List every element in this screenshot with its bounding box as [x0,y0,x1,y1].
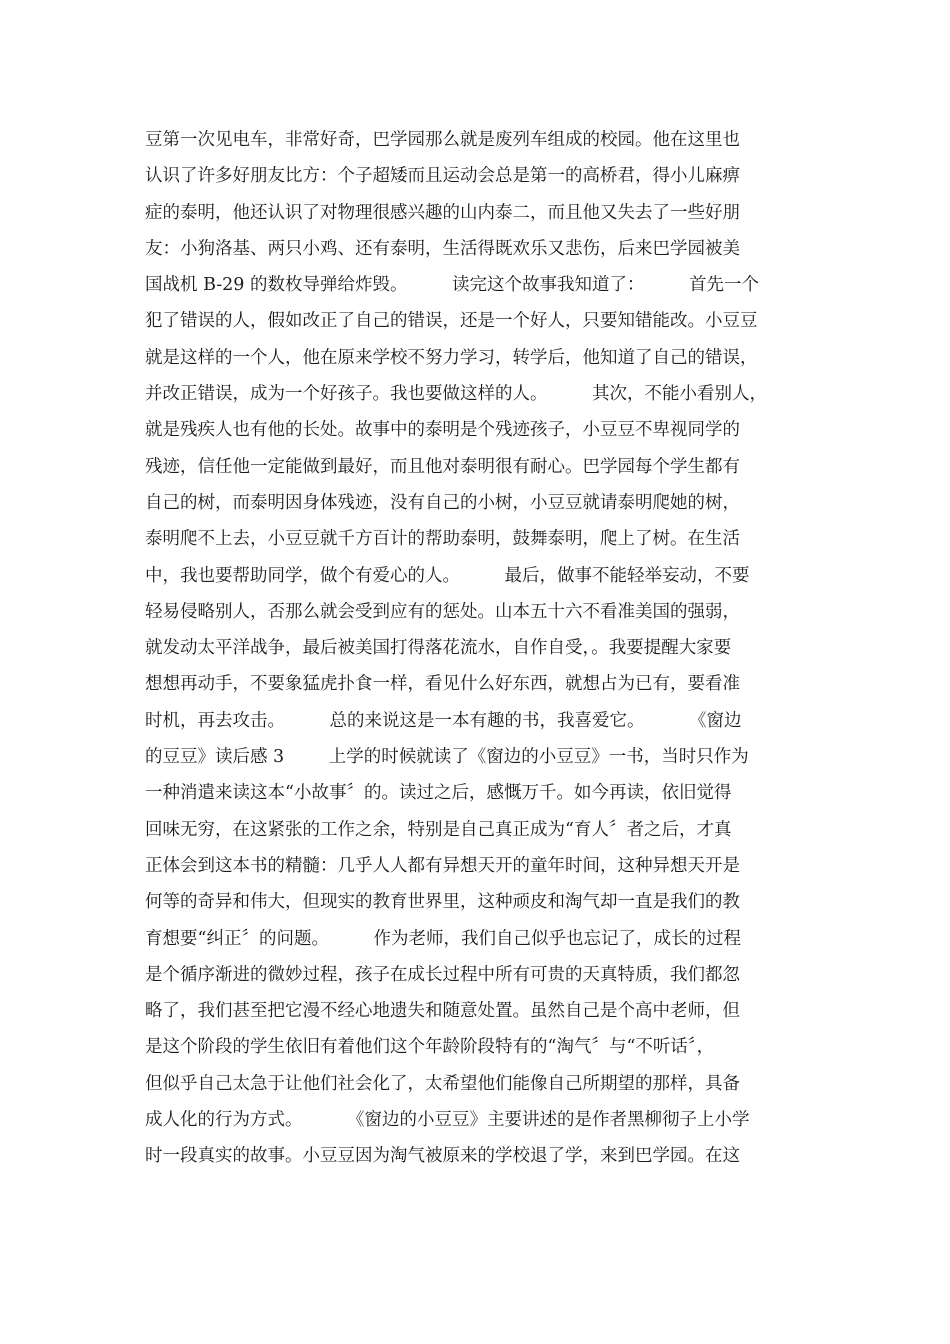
text-line: 就发动太平洋战争，最后被美国打得落花流水，自作自受，。我要提醒大家要 [145,638,732,659]
text-line: 正体会到这本书的精髓：几乎人人都有异想天开的童年时间，这种异想天开是 [145,855,740,876]
text-line: 一种消遣来读这本“小故事〞的。读过之后，感慨万千。如今再读，依旧觉得 [145,783,732,804]
text-line: 时一段真实的故事。小豆豆因为淘气被原来的学校退了学，来到巴学园。在这 [145,1146,740,1167]
text-line: 就是残疾人也有他的长处。故事中的泰明是个残迹孩子，小豆豆不卑视同学的 [145,420,740,441]
text-line: 是这个阶段的学生依旧有着他们这个年龄阶段特有的“淘气〞与“不听话〞， [145,1037,715,1058]
text-line: 就是这样的一个人，他在原来学校不努力学习，转学后，他知道了自己的错误， [145,347,758,368]
text-line: 自己的树，而泰明因身体残迹，没有自己的小树，小豆豆就请泰明爬她的树， [145,492,740,513]
text-line: 育想要“纠正〞的问题。 作为老师，我们自己似乎也忘记了，成长的过程 [145,928,741,949]
text-line: 何等的奇异和伟大，但现实的教育世界里，这种顽皮和淘气却一直是我们的教 [145,892,740,913]
text-line: 回味无穷，在这紧张的工作之余，特别是自己真正成为“育人〞者之后，才真 [145,819,732,840]
text-line: 的豆豆》读后感 3 上学的时候就读了《窗边的小豆豆》一书，当时只作为 [145,747,749,768]
text-line: 认识了许多好朋友比方：个子超矮而且运动会总是第一的高桥君，得小儿麻痹 [145,166,740,187]
text-line: 友：小狗洛基、两只小鸡、还有泰明，生活得既欢乐又悲伤，后来巴学园被美 [145,238,740,259]
text-line: 是个循序渐进的微妙过程，孩子在成长过程中所有可贵的天真特质，我们都忽 [145,964,740,985]
text-line: 成人化的行为方式。 《窗边的小豆豆》主要讲述的是作者黑柳彻子上小学 [145,1110,750,1131]
text-line: 轻易侵略别人，否那么就会受到应有的惩处。山本五十六不看准美国的强弱， [145,601,740,622]
text-line: 略了，我们甚至把它漫不经心地遗失和随意处置。虽然自己是个高中老师，但 [145,1001,740,1022]
text-line: 时机，再去攻击。 总的来说这是一本有趣的书，我喜爱它。 《窗边 [145,710,742,731]
text-line: 豆第一次见电车，非常好奇，巴学园那么就是废列车组成的校园。他在这里也 [145,130,740,150]
text-line: 想想再动手，不要象猛虎扑食一样，看见什么好东西，就想占为已有，要看准 [145,674,740,695]
text-line: 中，我也要帮助同学，做个有爱心的人。 最后，做事不能轻举妄动，不要 [145,565,750,586]
text-line: 犯了错误的人，假如改正了自己的错误，还是一个好人，只要知错能改。小豆豆 [145,311,758,332]
text-line: 泰明爬不上去，小豆豆就千方百计的帮助泰明，鼓舞泰明，爬上了树。在生活 [145,529,740,550]
text-line: 并改正错误，成为一个好孩子。我也要做这样的人。 其次，不能小看别人， [145,384,767,405]
text-line: 残迹，信任他一定能做到最好，而且他对泰明很有耐心。巴学园每个学生都有 [145,456,740,477]
text-line: 症的泰明，他还认识了对物理很感兴趣的山内泰二，而且他又失去了一些好朋 [145,202,740,223]
body-text [145,122,815,1175]
text-line: 但似乎自己太急于让他们社会化了，太希望他们能像自己所期望的那样，具备 [145,1073,740,1094]
text-line: 国战机 B-29 的数枚导弹给炸毁。 读完这个故事我知道了： 首先一个 [145,275,759,296]
